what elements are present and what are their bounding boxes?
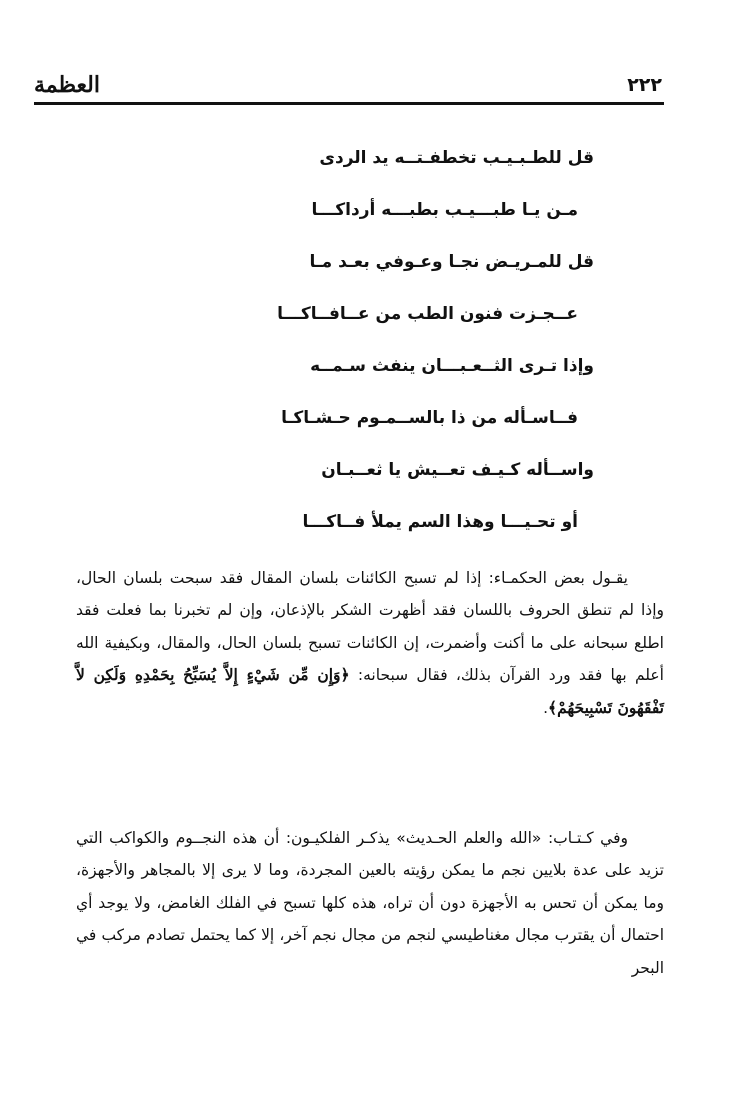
running-title: العظمة <box>34 72 100 98</box>
paragraph-1 <box>76 562 664 724</box>
quran-verse: ﴿وَإِن مِّن شَيْءٍ إِلاَّ يُسَبِّحُ بِحَمْدِهِ وَلَكِن لاَّ تَفْقَهُونَ تَسْبِيحَهُمْ﴾ <box>76 665 664 717</box>
page-number: ٢٢٢ <box>627 74 662 96</box>
verse-line-8: أو تحـيـــا وهذا السم يملأ فــاكـــا <box>302 512 578 532</box>
verse-line-2: مـن يـا طبـــيـب بطبـــه أرداكـــا <box>311 200 578 220</box>
verse-line-4: عــجـزت فنون الطب من عــافــاكـــا <box>277 304 578 324</box>
paragraph-1-text: يقـول بعض الحكمـاء: إذا لم تسبح الكائنات بلسان المقال فقد سبحت بلسان الحال، وإذا لم تنطق الحروف باللسان فقد أظهرت الشكر بالإذعان، وإن لم تخبرنا بما فعلت فقد اطلع سبحانه على ما أكنت وأضمرت، إن الكائنات تسبح بلسان الحال، والمقال، وبكيفية الله أعلم بها فقد ورد القرآن بذلك، فقال سبحانه: <box>76 569 664 685</box>
verse-line-6: فــاسـأله من ذا بالســمـوم حـشـاكـا <box>281 408 578 428</box>
paragraph-1-ending: . <box>543 698 549 717</box>
page-header <box>34 72 662 102</box>
paragraph-2 <box>76 822 664 984</box>
verse-line-5: وإذا تـرى الثــعـبـــان ينفث سـمــه <box>310 356 594 376</box>
paragraph-1-body <box>76 562 664 724</box>
header-rule <box>34 102 664 105</box>
verse-line-7: واســأله كـيـف تعــيش يا ثعــبـان <box>321 460 594 480</box>
paragraph-2-text: وفي كـتـاب: «الله والعلم الحـديث» يذكـر الفلكيـون: أن هذه النجــوم والكواكب التي تزيد على عدة بلايين نجم ما يمكن رؤيته بالعين المجردة، وما لا يرى إلا بالمجاهر والأجهزة، وما يمكن أن تحس به الأجهزة دون أن تراه، هذه كلها تسبح في الفلك الغامض، ولا يوجد أي احتمال أن يقترب مجال مغناطيسي لنجم من مجال نجم آخر، إلا كما يحتمل تصادم مركب في البحر <box>76 829 664 977</box>
verse-line-3: قل للمـريـض نجـا وعـوفي بعـد مـا <box>309 252 594 272</box>
verse-line-1: قل للطـبـيـب تخطفـتــه يد الردى <box>319 148 594 168</box>
